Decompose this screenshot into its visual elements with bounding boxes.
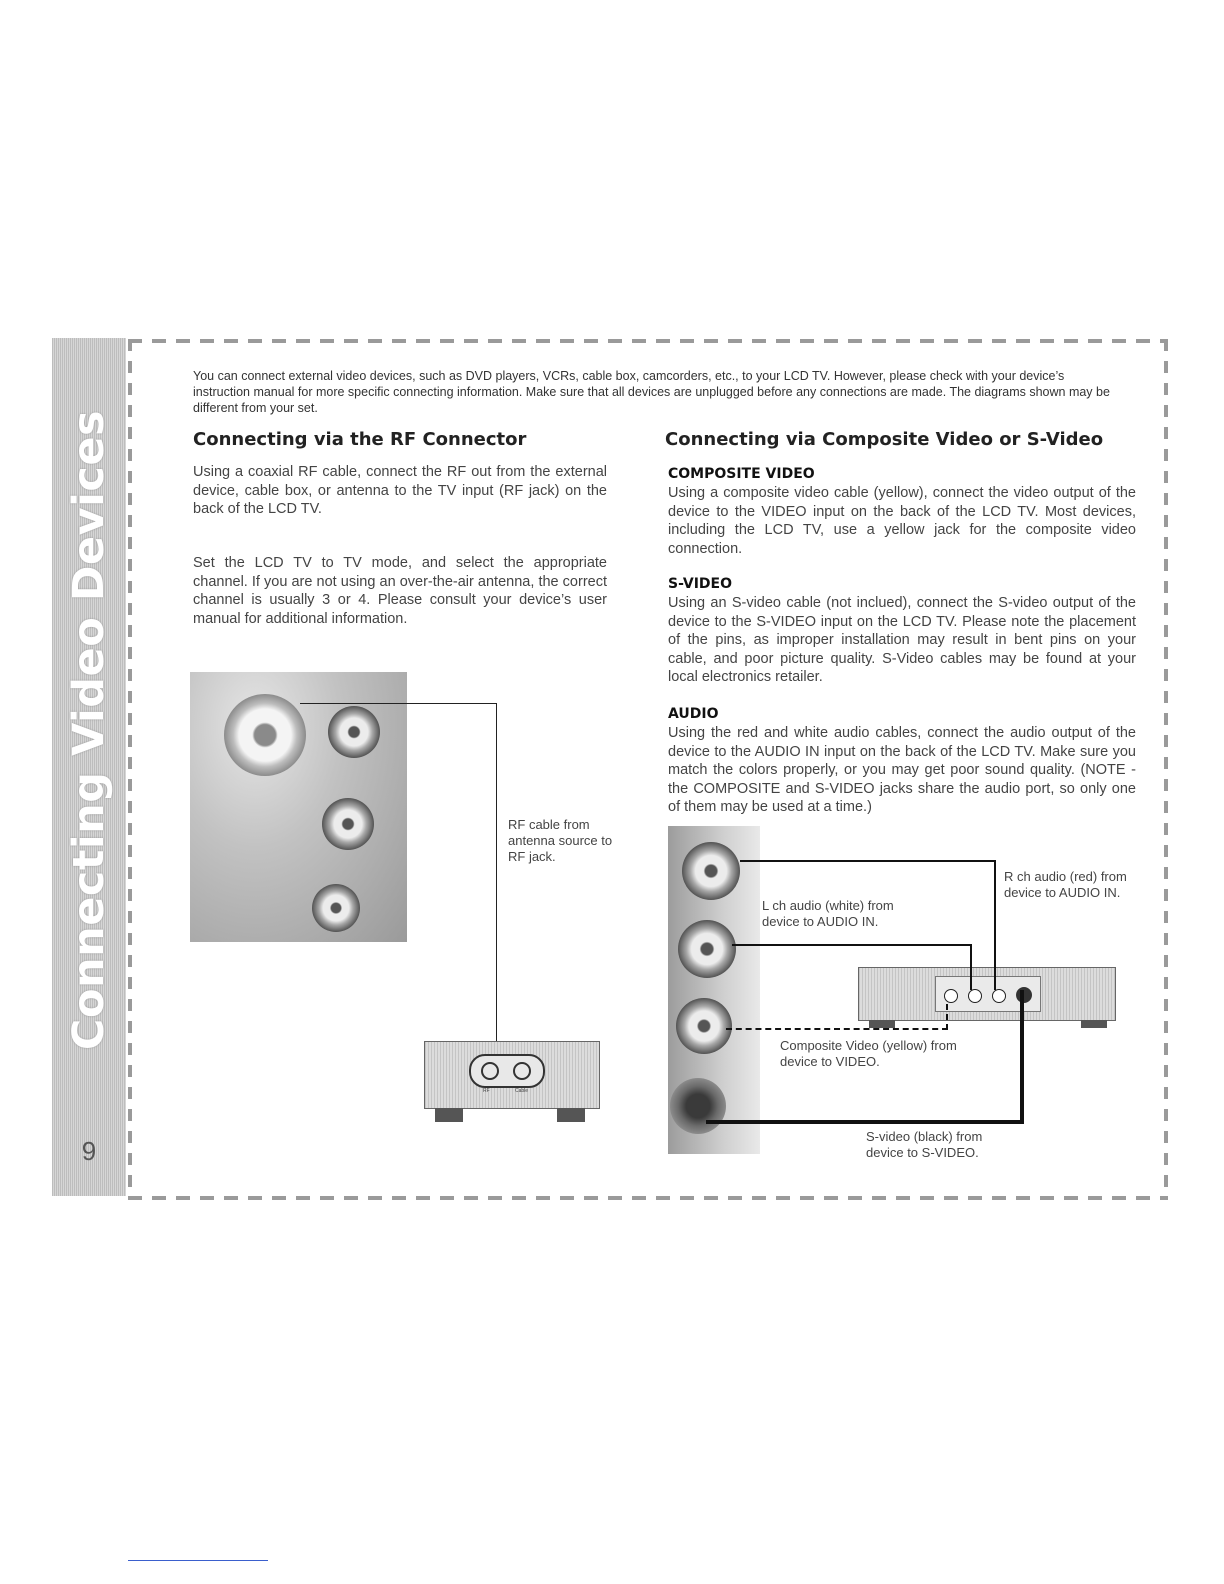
frame-left (128, 339, 132, 1200)
rf-cable-line (300, 703, 497, 704)
external-device-box (424, 1041, 600, 1109)
svideo-wire (1020, 990, 1024, 1124)
av-port-plate (935, 976, 1041, 1012)
footer-rule (128, 1560, 268, 1561)
r-audio-wire (740, 860, 996, 862)
cable-in-jack-icon (513, 1062, 531, 1080)
svideo-callout: S-video (black) from device to S-VIDEO. (866, 1129, 983, 1160)
rf-heading: Connecting via the RF Connector (193, 429, 527, 450)
r-audio-jack-icon (682, 842, 740, 900)
svideo-wire (706, 1120, 1024, 1124)
l-audio-wire (970, 944, 972, 990)
rca-jack-icon (312, 884, 360, 932)
svideo-title: S-VIDEO (668, 576, 733, 592)
box-foot (1081, 1020, 1107, 1028)
rf-paragraph-2: Set the LCD TV to TV mode, and select the appropriate channel. If you are not using an over-the-air antenna, the correct channel is usually 3 or 4. Please consult your device’s user manual for additional information. (193, 555, 607, 627)
svideo-text: Using an S-video cable (not inclued), connect the S-video output of the device to the S-VIDEO input on the LCD TV. Please note the placement of the pins, as improper installation may result in bent pins on your cable, and poor picture quality. S-Video cables may be found at your local electronics retailer. (668, 595, 1136, 685)
av-heading: Connecting via Composite Video or S-Video (665, 429, 1104, 450)
composite-wire (726, 1028, 948, 1030)
intro-paragraph: You can connect external video devices, such as DVD players, VCRs, cable box, camcorders, etc., to your LCD TV. However, please check with your device’s instruction manual for more specific connecting information. Make sure that all devices are unplugged before any connections are made. The diagrams shown may be different from your set. (193, 369, 1110, 415)
box-label-cable: Cable (515, 1088, 529, 1094)
rf-cable-line (496, 703, 497, 1073)
rca-jack-icon (322, 798, 374, 850)
l-audio-callout: L ch audio (white) from device to AUDIO IN. (762, 898, 894, 929)
composite-title: COMPOSITE VIDEO (668, 466, 815, 482)
r-audio-out-jack-icon (992, 989, 1006, 1003)
svideo-jack-icon (670, 1078, 726, 1134)
rca-jack-icon (328, 706, 380, 758)
rf-paragraph-1: Using a coaxial RF cable, connect the RF out from the external device, cable box, or antenna to the TV input (RF jack) on the back of the LCD TV. (193, 464, 607, 517)
av-device-box (858, 967, 1116, 1021)
box-foot (869, 1020, 895, 1028)
box-foot (435, 1108, 463, 1122)
tv-av-panel-photo (668, 826, 760, 1154)
composite-out-jack-icon (944, 989, 958, 1003)
box-label-rf: RF (483, 1088, 490, 1094)
composite-jack-icon (676, 998, 732, 1054)
rf-jack-icon (224, 694, 306, 776)
svideo-out-jack-icon (1016, 987, 1032, 1003)
composite-text: Using a composite video cable (yellow), connect the video output of the device to the VIDEO input on the back of the LCD TV. Most devices, including the LCD TV, use a yellow jack for the composite video connection. (668, 485, 1136, 557)
frame-right (1164, 339, 1168, 1200)
r-audio-callout: R ch audio (red) from device to AUDIO IN. (1004, 869, 1127, 900)
l-audio-wire (732, 944, 972, 946)
chapter-side-tab (52, 338, 126, 1196)
rf-out-jack-icon (481, 1062, 499, 1080)
r-audio-wire (994, 860, 996, 990)
audio-text: Using the red and white audio cables, connect the audio output of the device to the AUDIO IN input on the back of the LCD TV. Make sure you match the colors properly, or you may get poor sound quality. (NOTE - the COMPOSITE and S-VIDEO jacks share the audio port, so only one of them may be used at a time.) (668, 725, 1136, 815)
chapter-title: Connecting Video Devices (64, 409, 114, 1051)
composite-callout: Composite Video (yellow) from device to VIDEO. (780, 1038, 957, 1069)
l-audio-out-jack-icon (968, 989, 982, 1003)
audio-title: AUDIO (668, 706, 719, 722)
frame-bottom (128, 1196, 1168, 1200)
box-foot (557, 1108, 585, 1122)
composite-wire (946, 1004, 948, 1030)
l-audio-jack-icon (678, 920, 736, 978)
rf-callout: RF cable from antenna source to RF jack. (508, 817, 613, 864)
page-number: 9 (81, 1136, 97, 1166)
rf-port-plate (469, 1054, 545, 1088)
tv-rear-panel-photo (190, 672, 407, 942)
frame-top (128, 339, 1168, 343)
